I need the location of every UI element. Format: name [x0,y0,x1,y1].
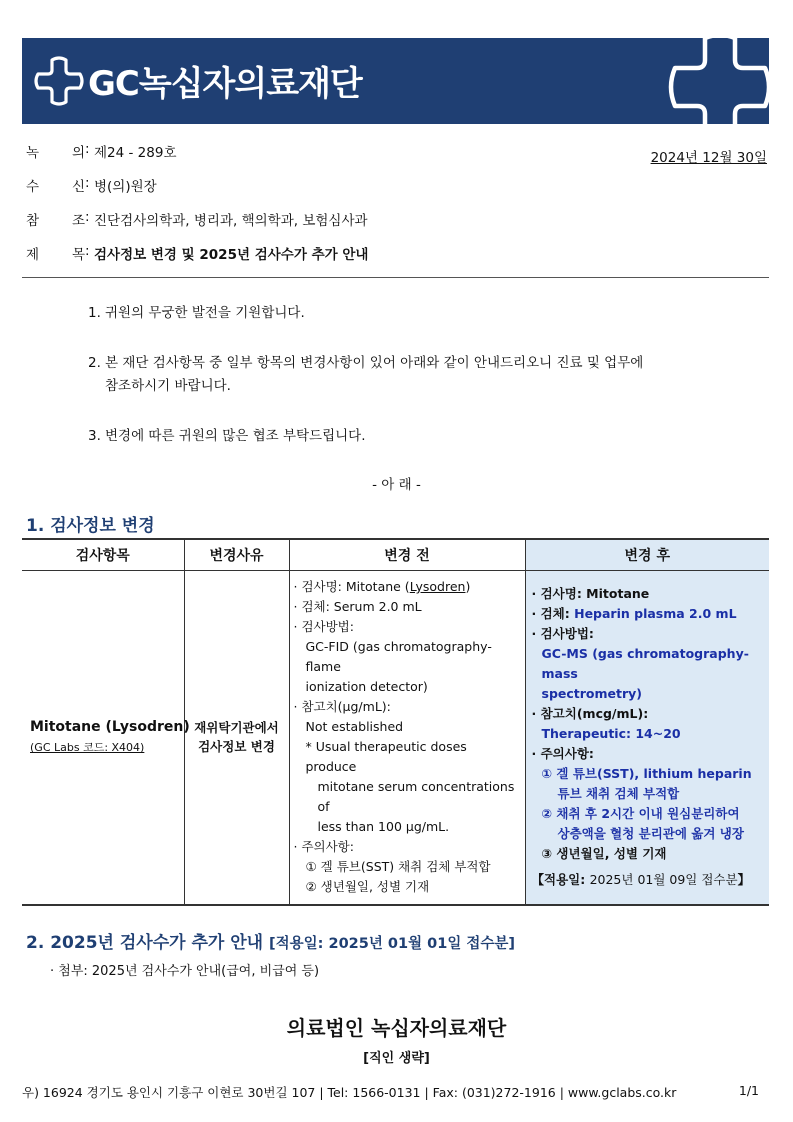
gc-cross-decoration-icon [665,38,769,124]
header-after: 변경 후 [525,539,769,570]
paragraph-text: 참조하시기 바랍니다. [105,378,231,394]
before-ref-value: Not established [305,719,404,735]
cell-after [525,570,769,905]
apply-value: 2025년 01월 09일 접수분 [589,872,738,888]
after-specimen [532,604,766,624]
paragraph-number: 1. [88,305,101,321]
seal-omitted-note: [직인 생략] [363,1051,430,1066]
before-note: less than 100 μg/mL. [317,819,450,835]
before-caution-label: · 주의사항: [293,839,354,855]
divider [22,277,769,278]
footer-address: 우) 16924 경기도 용인시 기흥구 이현로 30번길 107 | Tel: 1566-0131 | Fax: (031)272-1916 | www.gclabs.co.kr [22,1085,677,1100]
paragraph-number: 3. [88,428,101,444]
section-1-title: 1. 검사정보 변경 [26,516,155,536]
signature-block [0,1012,793,1066]
signature-title: 의료법인 녹십자의료재단 [286,1016,507,1040]
reason-line: 재위탁기관에서 [194,720,279,736]
before-name-underlined: Lysodren [409,579,466,595]
footer [22,1083,769,1101]
paragraph-text: 본 재단 검사항목 중 일부 항목의 변경사항이 있어 아래와 같이 안내드리오니 진료 및 업무에 [105,355,644,371]
after-caution-item: 튜브 채취 검체 부적합 [557,786,680,802]
paragraph-2 [88,352,643,398]
header-test-item: 검사항목 [22,539,184,570]
before-note: mitotane serum concentrations of [317,779,515,815]
before-specimen: · 검체: Serum 2.0 mL [293,599,422,615]
before-name-suffix: ) [465,579,471,595]
test-item-code: (GC Labs 코드: X404) [30,741,145,755]
test-item-name: Mitotane (Lysodren) [30,719,190,736]
recipient-value: 병(의)원장 [94,179,157,195]
header-banner [22,38,769,124]
after-caution-item: ① 겔 튜브(SST), lithium heparin [541,766,752,782]
meta-label: 제 [26,247,40,263]
paragraph-text: 귀원의 무궁한 발전을 기원합니다. [105,305,305,321]
section-2-title [26,928,515,953]
after-ref-label: · 참고치(mcg/mL): [531,706,649,722]
after-test-name: · 검사명: Mitotane [531,586,650,602]
reason-line: 검사정보 변경 [198,739,275,755]
header-before: 변경 전 [289,539,525,570]
paragraph-1 [88,302,305,325]
cell-test-item [22,570,190,905]
subject-value: 검사정보 변경 및 2025년 검사수가 추가 안내 [94,247,369,263]
paragraph-number: 2. [88,355,101,371]
before-method-value: ionization detector) [305,679,428,695]
below-marker: - 아 래 - [372,477,421,493]
paragraph-text: 변경에 따른 귀원의 많은 협조 부탁드립니다. [105,428,366,444]
apply-label: 【적용일: [531,872,590,888]
after-caution-item: ③ 생년월일, 성별 기재 [541,846,667,862]
before-method-value: GC-FID (gas chromatography-flame [305,639,492,675]
before-caution-item: ② 생년월일, 성별 기재 [305,879,430,895]
meta-colon: : [85,141,90,157]
before-note: * Usual therapeutic doses produce [305,739,467,775]
meta-recipient [26,175,526,195]
before-caution-item: ① 겔 튜브(SST) 채취 검체 부적합 [305,859,491,875]
meta-label: 목 [72,247,86,263]
before-test-name [294,577,519,597]
header-reason: 변경사유 [184,539,289,570]
meta-colon: : [85,209,90,225]
reference-value: 진단검사의학과, 병리과, 핵의학과, 보험심사과 [94,213,368,229]
meta-label: 신 [72,179,86,195]
after-method-value: GC-MS (gas chromatography-mass [541,646,749,682]
before-method-label: · 검사방법: [293,619,354,635]
section-2-subtitle: [적용일: 2025년 01월 01일 접수분] [269,936,516,952]
table-row [22,570,769,905]
meta-label: 녹 [26,145,40,161]
before-name-prefix: · 검사명: Mitotane ( [293,579,410,595]
meta-label: 수 [26,179,40,195]
meta-label: 조 [72,213,86,229]
after-caution-item: ② 채취 후 2시간 이내 원심분리하여 [541,806,740,822]
after-specimen-value: Heparin plasma 2.0 mL [574,606,737,622]
after-method-label: · 검사방법: [531,626,594,642]
doc-number-value: 제24 - 289호 [94,145,177,161]
meta-label: 의 [72,145,86,161]
before-ref-label: · 참고치(μg/mL): [293,699,391,715]
meta-reference [26,209,626,229]
section-2-title-text: 2. 2025년 검사수가 추가 안내 [26,933,264,953]
meta-colon: : [85,243,90,259]
table-header-row [22,539,769,570]
after-ref-value: Therapeutic: 14~20 [541,726,681,742]
meta-label: 참 [26,213,40,229]
after-specimen-label: · 검체: [531,606,575,622]
cell-before [289,570,525,905]
change-table [22,538,769,906]
after-apply-date [532,870,766,890]
cell-reason [184,570,289,905]
meta-colon: : [85,175,90,191]
after-caution-label: · 주의사항: [531,746,594,762]
org-name: GC녹십자의료재단 [88,64,362,104]
apply-close: 】 [737,872,751,888]
page-number: 1/1 [738,1083,759,1098]
gc-cross-logo-icon [32,54,86,108]
after-caution-item: 상층액을 혈청 분리관에 옮겨 냉장 [557,826,744,842]
meta-doc-number [26,141,526,161]
paragraph-3 [88,425,366,448]
document-date: 2024년 12월 30일 [650,150,767,166]
meta-subject [26,243,626,263]
after-method-value: spectrometry) [541,686,643,702]
attachment-note: · 첨부: 2025년 검사수가 안내(급여, 비급여 등) [50,964,320,979]
